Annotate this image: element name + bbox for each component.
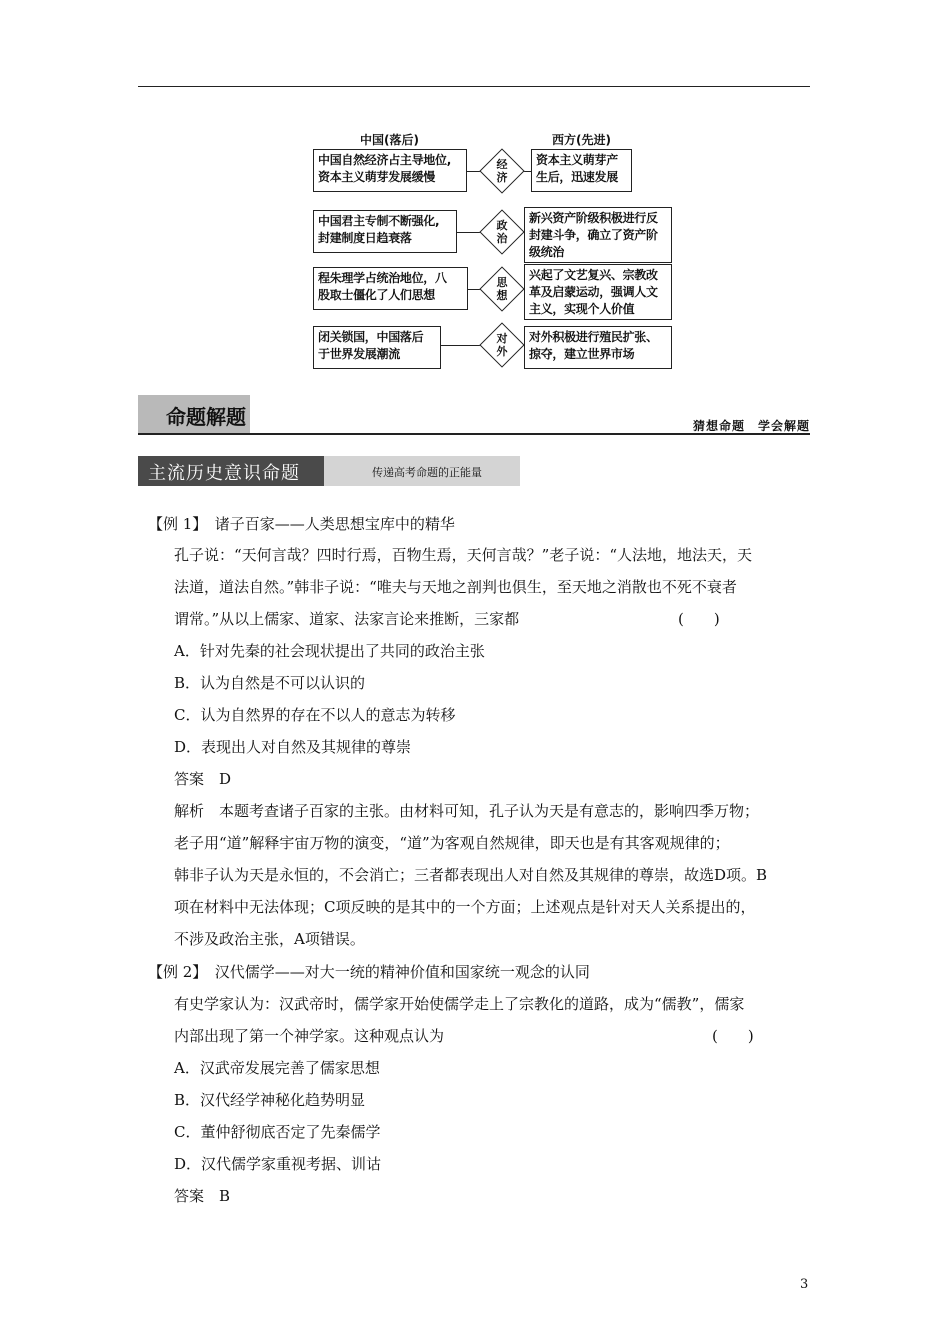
page-number: 3 <box>800 1277 809 1292</box>
box-line: 于世界发展潮流 <box>318 347 400 361</box>
option-c: C．董仲舒彻底否定了先秦儒学 <box>174 1123 381 1141</box>
china-column-header: 中国(落后) <box>360 133 419 147</box>
box-line: 封建斗争，确立了资产阶 <box>529 228 658 242</box>
banner-dark-block <box>138 456 324 486</box>
banner-title: 主流历史意识命题 <box>148 463 300 484</box>
west-box-economy <box>531 149 632 192</box>
west-box-thought <box>524 264 672 320</box>
option-d: D．汉代儒学家重视考据、训诂 <box>174 1155 382 1173</box>
answer-blank: ( ) <box>712 1027 754 1045</box>
example-1-stem-line: 谓常。”从以上儒家、道家、法家言论来推断，三家都 <box>174 610 520 628</box>
box-line: 闭关锁国，中国落后 <box>318 330 424 344</box>
option-c: C．认为自然界的存在不以人的意志为转移 <box>174 706 456 724</box>
analysis-line: 不涉及政治主张，A项错误。 <box>174 930 365 948</box>
answer: 答案 B <box>174 1187 231 1205</box>
example-2-stem-line: 内部出现了第一个神学家。这种观点认为 <box>174 1027 445 1045</box>
aspect-label: 对 <box>496 332 508 345</box>
section-title: 命题解题 <box>166 405 246 429</box>
box-line: 新兴资产阶级积极进行反 <box>529 211 658 225</box>
aspect-diamond-politics <box>479 209 525 255</box>
example-2-heading: 【例 2】 汉代儒学——对大一统的精神价值和国家统一观念的认同 <box>148 963 590 981</box>
box-line: 程朱理学占统治地位，八 <box>318 271 447 285</box>
aspect-diamond-economy <box>479 148 525 194</box>
west-box-foreign <box>524 326 672 369</box>
option-a: A．汉武帝发展完善了儒家思想 <box>174 1059 380 1077</box>
analysis-line: 解析 本题考查诸子百家的主张。由材料可知，孔子认为天是有意志的，影响四季万物； <box>174 802 760 820</box>
box-line: 资本主义萌芽发展缓慢 <box>318 170 436 184</box>
box-line: 革及启蒙运动，强调人文 <box>529 285 658 299</box>
answer: 答案 D <box>174 770 232 788</box>
box-line: 股取士僵化了人们思想 <box>318 288 436 302</box>
west-column-header: 西方(先进) <box>552 133 611 147</box>
option-a: A．针对先秦的社会现状提出了共同的政治主张 <box>174 642 485 660</box>
option-d: D．表现出人对自然及其规律的尊崇 <box>174 738 412 756</box>
option-b: B．汉代经学神秘化趋势明显 <box>174 1091 366 1109</box>
banner-subtitle: 传递高考命题的正能量 <box>372 466 482 479</box>
example-1-stem-line: 法道，道法自然。”韩非子说：“唯夫与天地之剖判也俱生，至天地之消散也不死不衰者 <box>174 578 737 596</box>
section-header-mingti <box>138 395 810 439</box>
box-line: 主义，实现个人价值 <box>529 302 635 316</box>
china-box-thought <box>313 267 468 310</box>
box-line: 生后，迅速发展 <box>536 170 618 184</box>
china-box-foreign <box>313 326 441 369</box>
section-tagline: 猜想命题 学会解题 <box>692 419 810 433</box>
aspect-label: 政 <box>496 219 508 232</box>
box-line: 中国君主专制不断强化, <box>318 214 440 228</box>
option-b: B．认为自然是不可以认识的 <box>174 674 366 692</box>
box-line: 资本主义萌芽产 <box>536 153 618 167</box>
analysis-line: 老子用“道”解释宇宙万物的演变，“道”为客观自然规律，即天也是有其客观规律的； <box>174 834 730 852</box>
box-line: 兴起了文艺复兴、宗教改 <box>529 268 658 282</box>
box-line: 中国自然经济占主导地位, <box>318 153 451 167</box>
box-line: 对外积极进行殖民扩张、 <box>529 330 658 344</box>
west-box-politics <box>524 207 672 263</box>
china-box-politics <box>313 210 457 253</box>
comparison-diagram <box>0 0 950 380</box>
box-line: 掠夺，建立世界市场 <box>529 347 635 361</box>
china-box-economy <box>313 149 467 192</box>
aspect-label: 外 <box>496 345 508 358</box>
analysis-line: 韩非子认为天是永恒的，不会消亡；三者都表现出人对自然及其规律的尊崇，故选D项。B <box>174 866 768 884</box>
subsection-banner <box>138 456 520 486</box>
aspect-diamond-foreign <box>479 322 525 368</box>
aspect-label: 思 <box>496 276 508 289</box>
aspect-label: 济 <box>496 171 508 184</box>
box-line: 级统治 <box>529 245 565 259</box>
analysis-line: 项在材料中无法体现；C项反映的是其中的一个方面；上述观点是针对天人关系提出的， <box>174 898 756 916</box>
aspect-label: 治 <box>496 232 508 245</box>
example-2-stem-line: 有史学家认为：汉武帝时，儒学家开始使儒学走上了宗教化的道路，成为“儒教”，儒家 <box>174 995 745 1013</box>
answer-blank: ( ) <box>678 610 720 628</box>
aspect-label: 经 <box>496 158 508 171</box>
box-line: 封建制度日趋衰落 <box>318 231 412 245</box>
example-1-stem-line: 孔子说：“天何言哉？四时行焉，百物生焉，天何言哉？”老子说：“人法地，地法天，天 <box>174 546 753 564</box>
aspect-diamond-thought <box>479 266 525 312</box>
aspect-label: 想 <box>496 289 508 302</box>
example-1-heading: 【例 1】 诸子百家——人类思想宝库中的精华 <box>148 515 455 533</box>
